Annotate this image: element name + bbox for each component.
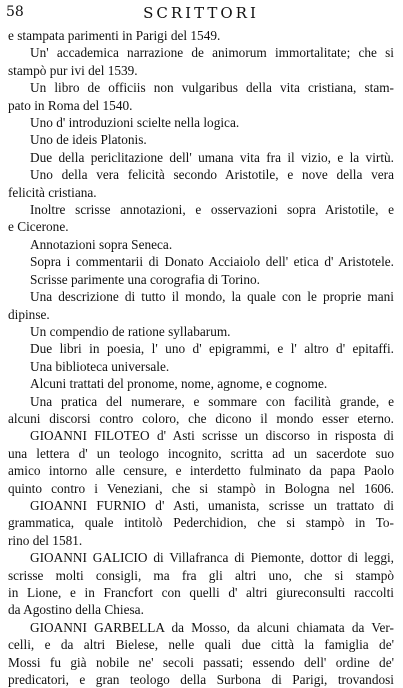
text-line: rino del 1581. bbox=[8, 532, 83, 548]
text-line: Annotazioni sopra Seneca. bbox=[30, 236, 173, 252]
text-line: e Cicerone. bbox=[8, 219, 69, 235]
text-line: grammatica, quale intitolò Pederchidion, che si stampò in To- bbox=[8, 515, 394, 531]
text-line: GIOANNI FILOTEO d' Asti scrisse un discorso in risposta di bbox=[30, 428, 394, 444]
text-line: Uno de ideis Platonis. bbox=[30, 132, 147, 148]
text-line: Un' accademica narrazione de animorum immortalitate; che si bbox=[30, 45, 394, 61]
text-line: Un libro de officiis non vulgaribus della vita cristiana, stam- bbox=[30, 80, 394, 96]
text-line: Una descrizione di tutto il mondo, la quale con le proprie mani bbox=[30, 289, 394, 305]
page-number: 58 bbox=[6, 4, 24, 20]
text-line: Una biblioteca universale. bbox=[30, 358, 170, 374]
text-line: da Agostino della Chiesa. bbox=[8, 602, 144, 618]
text-line: Due della periclitazione dell' umana vita fra il vizio, e la virtù. bbox=[30, 149, 394, 165]
text-line: Scrisse parimente una corografia di Torino. bbox=[30, 271, 260, 287]
text-line: una lettera d' un teologo incognito, scritta ad un sacerdote suo bbox=[8, 445, 394, 461]
text-line: Sopra i commentarii di Donato Acciaiolo dell' etica d' Aristotele. bbox=[30, 254, 394, 270]
text-line: GIOANNI GARBELLA da Mosso, da alcuni chiamata da Ver- bbox=[30, 619, 394, 635]
text-line: GIOANNI FURNIO d' Asti, umanista, scrisse un trattato di bbox=[30, 497, 394, 513]
text-line: in Lione, e in Francfort con quelli d' altri giureconsulti raccolti bbox=[8, 585, 394, 600]
text-line: Due libri in poesia, l' uno d' epigrammi, e l' altro d' epitaffi. bbox=[30, 341, 394, 357]
text-line: predicatori, e gran teologo della Surbona di Parigi, trovandosi bbox=[8, 672, 394, 688]
text-line: Uno d' introduzioni scielte nella logica. bbox=[30, 115, 240, 131]
running-title: SCRITTORI bbox=[143, 4, 259, 22]
text-line: Una pratica del numerare, e sommare con facilità grande, e bbox=[30, 393, 394, 409]
text-line: dipinse. bbox=[8, 306, 50, 322]
text-line: amico intorno alle censure, e interdetto fulminato da papa Paolo bbox=[8, 463, 394, 479]
text-line: scrisse molti consigli, ma fra gli altri uno, che si stampò bbox=[8, 567, 394, 583]
text-line: Un compendio de ratione syllabarum. bbox=[30, 323, 231, 339]
text-line: GIOANNI GALICIO di Villafranca di Piemonte, dottor di leggi, bbox=[30, 550, 394, 566]
body-text bbox=[8, 27, 394, 688]
text-line: Inoltre scrisse annotazioni, e osservazioni sopra Aristotile, e bbox=[30, 202, 394, 218]
text-line: quinto contro i Veneziani, che si stampò in Bologna nel 1606. bbox=[8, 480, 394, 496]
text-line: Mossi fu già nobile ne' secoli passati; essendo dell' ordine de' bbox=[8, 654, 394, 670]
text-line: Alcuni trattati del pronome, nome, agnome, e cognome. bbox=[30, 376, 328, 392]
text-line: stampò pur ivi del 1539. bbox=[8, 62, 138, 78]
text-line: alcuni discorsi contro coloro, che dicono il mondo esser eterno. bbox=[8, 410, 394, 426]
text-line: felicità cristiana. bbox=[8, 184, 97, 200]
page-header bbox=[6, 4, 396, 26]
text-line: Uno della vera felicità secondo Aristotile, e nove della vera bbox=[30, 167, 394, 183]
text-line: pato in Roma del 1540. bbox=[8, 97, 133, 113]
text-line: celli, e da altri Bielese, nelle quali due città la famiglia de' bbox=[8, 637, 394, 653]
text-line: e stampata parimenti in Parigi del 1549. bbox=[8, 28, 221, 43]
